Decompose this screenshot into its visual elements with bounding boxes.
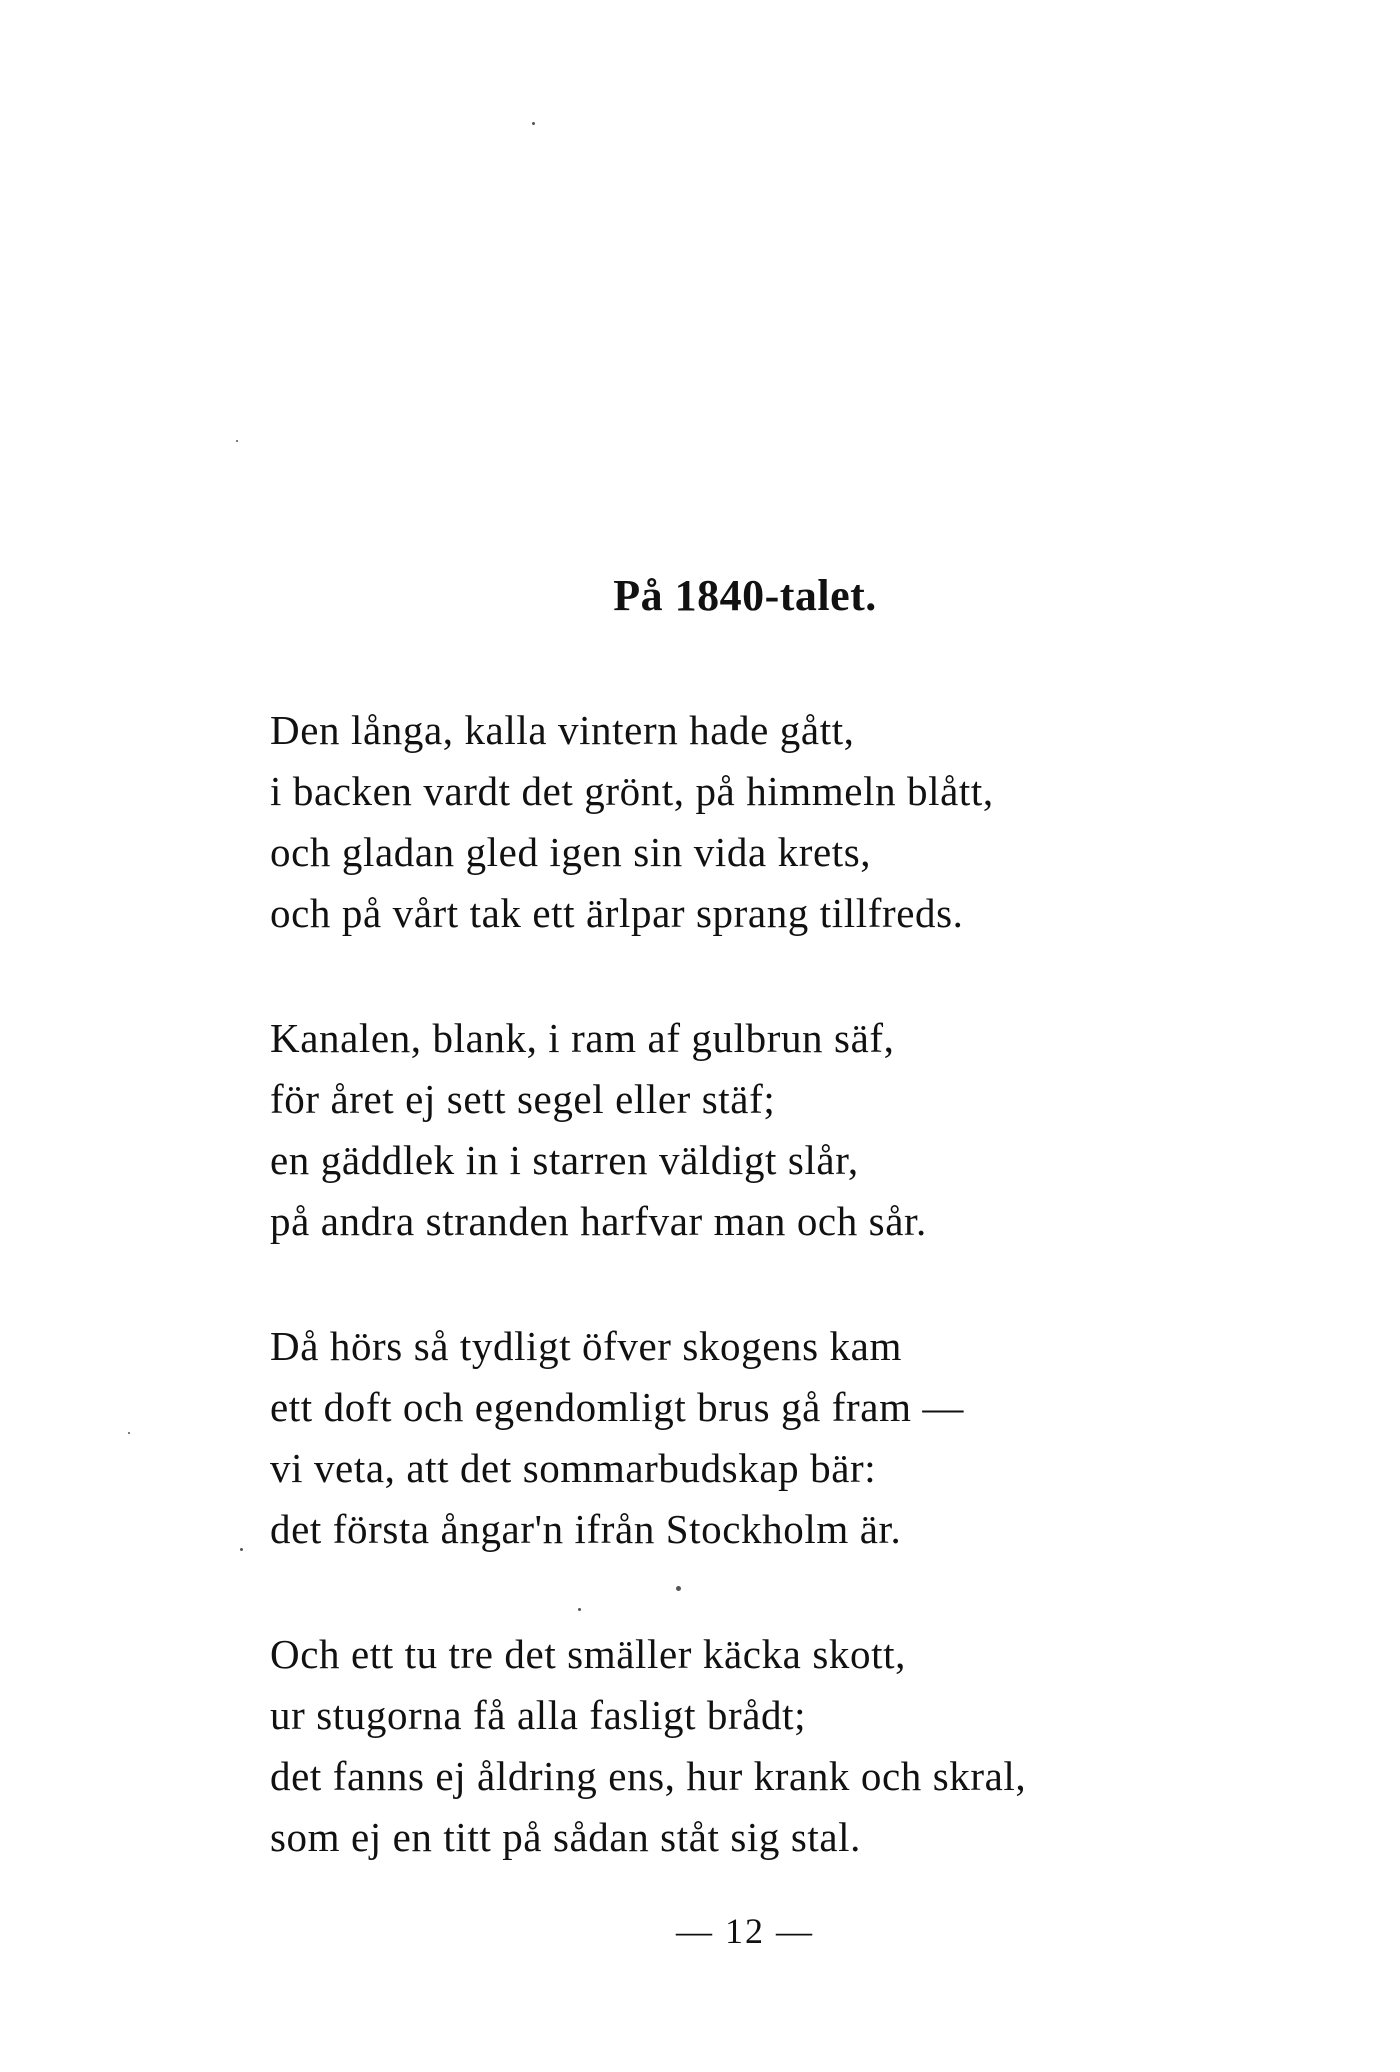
verse-line: och gladan gled igen sin vida krets, [270,829,872,875]
verse-line: i backen vardt det grönt, på himmeln blått, [270,768,994,814]
verse-line: ett doft och egendomligt brus gå fram — [270,1384,965,1430]
verse-line: Då hörs så tydligt öfver skogens kam [270,1323,902,1369]
stanza [270,1624,1270,1868]
verse-line: på andra stranden harfvar man och sår. [270,1198,927,1244]
verse-line: för året ej sett segel eller stäf; [270,1076,776,1122]
stanza [270,1316,1270,1560]
verse-line: ur stugorna få alla fasligt brådt; [270,1692,807,1738]
print-speck [236,440,238,442]
verse-line: det fanns ej åldring ens, hur krank och skral, [270,1753,1027,1799]
print-speck [128,1432,130,1434]
verse-line: som ej en titt på sådan ståt sig stal. [270,1814,862,1860]
verse-line: Och ett tu tre det smäller käcka skott, [270,1631,906,1677]
print-speck [240,1548,243,1551]
stanza [270,700,1270,944]
stanza [270,1008,1270,1252]
verse-line: Den långa, kalla vintern hade gått, [270,707,855,753]
verse-line: Kanalen, blank, i ram af gulbrun säf, [270,1015,895,1061]
verse-line: vi veta, att det sommarbudskap bär: [270,1445,877,1491]
page-number: — 12 — [676,1911,814,1951]
verse-line: det första ångar'n ifrån Stockholm är. [270,1506,902,1552]
verse-line: och på vårt tak ett ärlpar sprang tillfreds. [270,890,964,936]
poem-title: På 1840-talet. [613,571,877,620]
verse-line: en gäddlek in i starren väldigt slår, [270,1137,859,1183]
print-speck [532,122,535,125]
poem-body [270,700,1270,1932]
